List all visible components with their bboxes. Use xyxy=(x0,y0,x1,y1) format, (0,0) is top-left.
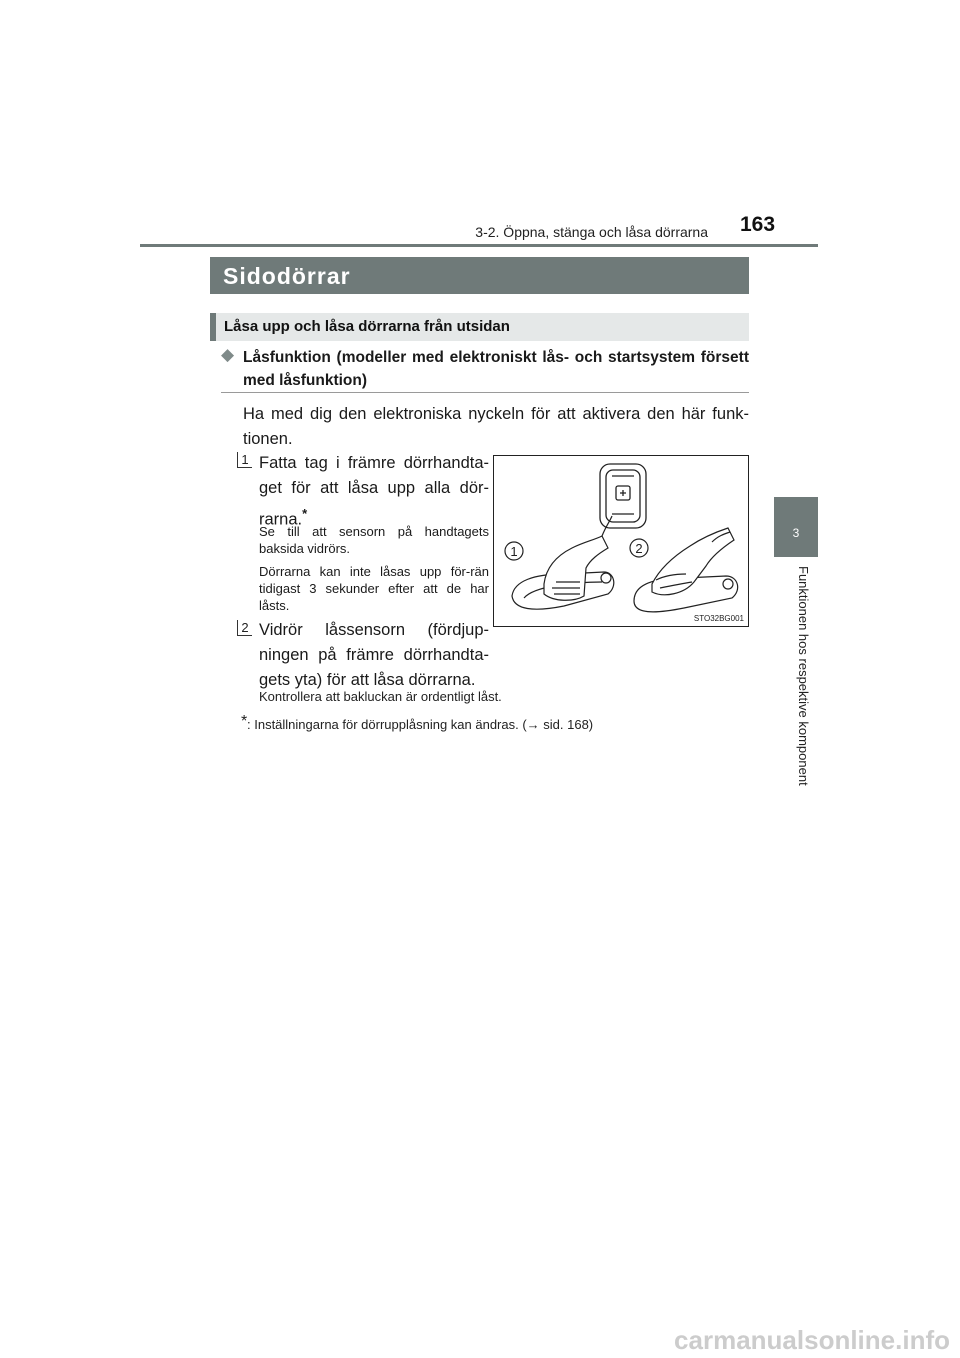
footnote-marker: * xyxy=(241,713,248,730)
watermark-text: carmanualsonline.info xyxy=(674,1325,950,1355)
gripping-hand-icon xyxy=(544,516,612,600)
chapter-title: Funktionen hos respektive komponent xyxy=(796,566,811,786)
chapter-number: 3 xyxy=(792,526,800,540)
page-title: Sidodörrar xyxy=(223,263,351,289)
page-number: 163 xyxy=(740,213,776,236)
key-fob-icon xyxy=(600,464,646,528)
footnote-text: : Inställningarna för dörrupplåsning kan ändras. (→ sid. 168) xyxy=(247,717,594,732)
door-handle-illustration xyxy=(493,455,749,627)
step-2-text: Vidrör låssensorn (fördjup-ningen på främre dörrhandta-gets yta) för att låsa dörrarna. xyxy=(259,621,489,689)
figure-code: STO32BG001 xyxy=(693,614,744,623)
intro-paragraph: Ha med dig den elektroniska nyckeln för att aktivera den här funk-tionen. xyxy=(243,405,749,448)
step-1-text xyxy=(259,451,489,533)
step-1-note-2: Dörrarna kan inte låsas upp för-rän tidigast 3 sekunder efter att de har låsts. xyxy=(259,564,489,613)
step-1-body: Fatta tag i främre dörrhandta-get för att låsa upp alla dör-rarna. xyxy=(259,454,489,529)
watermark xyxy=(0,1325,960,1356)
chapter-tab xyxy=(774,497,818,557)
svg-text:2: 2 xyxy=(635,541,643,556)
step-1-note-1: Se till att sensorn på handtagets baksida vidrörs. xyxy=(259,524,489,556)
subsection-bar-accent xyxy=(210,313,216,341)
closing-note: Kontrollera att bakluckan är ordentligt låst. xyxy=(259,689,502,704)
touching-hand-icon xyxy=(652,528,734,595)
figure-label-1 xyxy=(505,542,523,560)
svg-text:1: 1 xyxy=(510,544,518,559)
step-number-2: 2 xyxy=(237,620,252,636)
section-header: 3-2. Öppna, stänga och låsa dörrarna xyxy=(475,224,708,240)
bullet-divider xyxy=(221,392,749,393)
bullet-heading: Låsfunktion (modeller med elektroniskt lås- och startsystem försett med låsfunktion) xyxy=(243,349,749,389)
header-divider xyxy=(140,244,818,247)
subsection-title: Låsa upp och låsa dörrarna från utsidan xyxy=(224,318,510,335)
illustration-svg xyxy=(494,456,748,626)
step-1-superscript: * xyxy=(302,506,308,521)
figure-label-2 xyxy=(630,539,648,557)
step-number-1: 1 xyxy=(237,452,252,468)
diamond-bullet-icon: ◆ xyxy=(221,345,235,364)
